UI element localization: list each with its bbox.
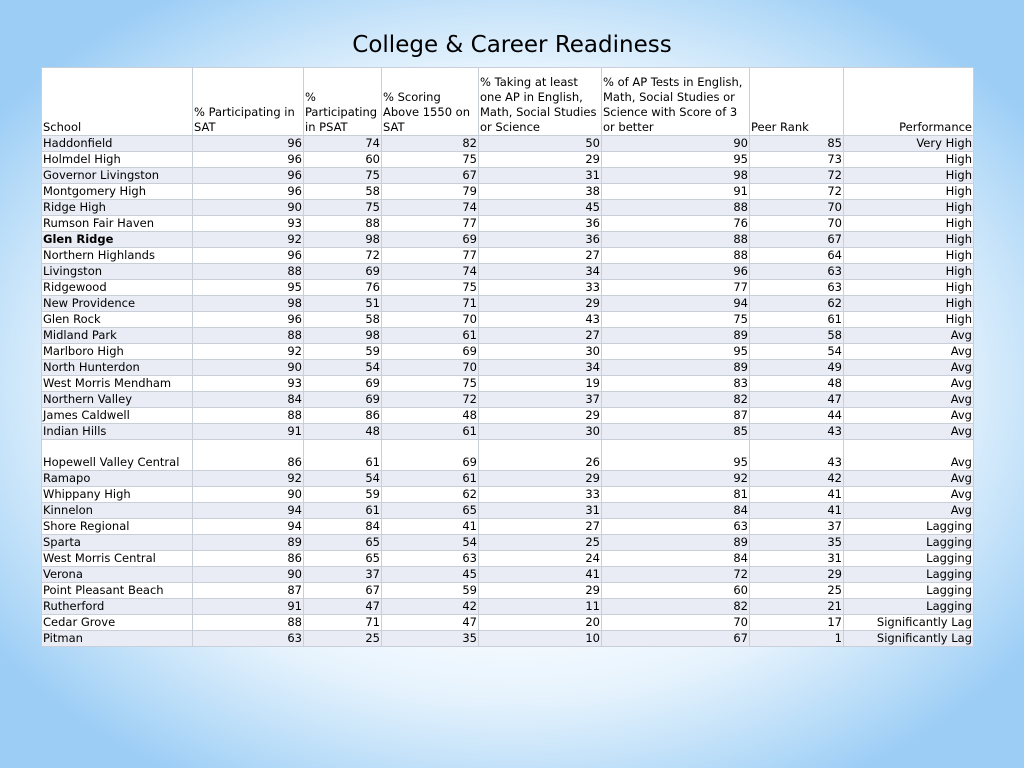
cell-school: Governor Livingston xyxy=(42,168,193,184)
cell-sat: 94 xyxy=(193,503,304,519)
cell-ap-taking: 11 xyxy=(479,599,602,615)
cell-performance: High xyxy=(844,264,974,280)
cell-ap-taking: 34 xyxy=(479,264,602,280)
readiness-table xyxy=(41,67,974,647)
cell-psat: 60 xyxy=(304,152,382,168)
header-ap-taking: % Taking at least one AP in English, Math, Social Studies or Science xyxy=(479,68,602,136)
cell-above1550: 65 xyxy=(382,503,479,519)
table-row xyxy=(42,376,974,392)
cell-ap-taking: 34 xyxy=(479,360,602,376)
cell-above1550: 77 xyxy=(382,248,479,264)
cell-above1550: 61 xyxy=(382,328,479,344)
cell-ap-taking: 19 xyxy=(479,376,602,392)
cell-ap-taking: 37 xyxy=(479,392,602,408)
cell-psat: 76 xyxy=(304,280,382,296)
cell-performance: High xyxy=(844,184,974,200)
cell-performance: Lagging xyxy=(844,535,974,551)
table-row xyxy=(42,280,974,296)
cell-school: Whippany High xyxy=(42,487,193,503)
cell-ap-score: 72 xyxy=(602,567,750,583)
cell-ap-taking: 30 xyxy=(479,424,602,440)
cell-psat: 47 xyxy=(304,599,382,615)
cell-ap-score: 63 xyxy=(602,519,750,535)
table-row xyxy=(42,232,974,248)
cell-sat: 96 xyxy=(193,312,304,328)
cell-psat: 74 xyxy=(304,136,382,152)
cell-performance: High xyxy=(844,280,974,296)
cell-rank: 63 xyxy=(750,280,844,296)
header-above1550: % Scoring Above 1550 on SAT xyxy=(382,68,479,136)
cell-ap-taking: 10 xyxy=(479,631,602,647)
table-row xyxy=(42,424,974,440)
cell-rank: 43 xyxy=(750,424,844,440)
cell-sat: 89 xyxy=(193,535,304,551)
cell-ap-taking: 33 xyxy=(479,280,602,296)
cell-psat: 67 xyxy=(304,583,382,599)
cell-sat: 96 xyxy=(193,248,304,264)
cell-psat: 69 xyxy=(304,376,382,392)
cell-above1550: 75 xyxy=(382,152,479,168)
cell-ap-score: 88 xyxy=(602,232,750,248)
cell-ap-score: 87 xyxy=(602,408,750,424)
cell-sat: 95 xyxy=(193,280,304,296)
cell-school: Hopewell Valley Central xyxy=(42,440,193,471)
cell-ap-score: 95 xyxy=(602,440,750,471)
cell-rank: 41 xyxy=(750,487,844,503)
cell-psat: 72 xyxy=(304,248,382,264)
cell-performance: Avg xyxy=(844,503,974,519)
table-row xyxy=(42,264,974,280)
cell-ap-score: 98 xyxy=(602,168,750,184)
cell-ap-taking: 36 xyxy=(479,232,602,248)
cell-rank: 63 xyxy=(750,264,844,280)
cell-ap-score: 89 xyxy=(602,535,750,551)
cell-performance: High xyxy=(844,200,974,216)
cell-school: James Caldwell xyxy=(42,408,193,424)
cell-sat: 87 xyxy=(193,583,304,599)
cell-ap-taking: 31 xyxy=(479,503,602,519)
cell-rank: 64 xyxy=(750,248,844,264)
cell-sat: 88 xyxy=(193,408,304,424)
cell-sat: 92 xyxy=(193,232,304,248)
cell-sat: 84 xyxy=(193,392,304,408)
cell-above1550: 75 xyxy=(382,280,479,296)
cell-school: Livingston xyxy=(42,264,193,280)
cell-rank: 37 xyxy=(750,519,844,535)
cell-performance: Lagging xyxy=(844,567,974,583)
cell-rank: 47 xyxy=(750,392,844,408)
table-row xyxy=(42,184,974,200)
cell-ap-taking: 26 xyxy=(479,440,602,471)
cell-ap-taking: 25 xyxy=(479,535,602,551)
table-row xyxy=(42,152,974,168)
cell-psat: 37 xyxy=(304,567,382,583)
cell-ap-taking: 41 xyxy=(479,567,602,583)
table-row xyxy=(42,631,974,647)
cell-ap-taking: 50 xyxy=(479,136,602,152)
cell-rank: 67 xyxy=(750,232,844,248)
cell-ap-score: 94 xyxy=(602,296,750,312)
cell-performance: Avg xyxy=(844,408,974,424)
cell-school: Haddonfield xyxy=(42,136,193,152)
cell-performance: Very High xyxy=(844,136,974,152)
cell-ap-score: 82 xyxy=(602,392,750,408)
cell-rank: 35 xyxy=(750,535,844,551)
cell-performance: Avg xyxy=(844,424,974,440)
cell-ap-score: 60 xyxy=(602,583,750,599)
cell-rank: 58 xyxy=(750,328,844,344)
cell-rank: 54 xyxy=(750,344,844,360)
cell-school: Indian Hills xyxy=(42,424,193,440)
cell-sat: 92 xyxy=(193,344,304,360)
cell-school: Ridge High xyxy=(42,200,193,216)
cell-performance: High xyxy=(844,296,974,312)
cell-above1550: 45 xyxy=(382,567,479,583)
cell-performance: Avg xyxy=(844,328,974,344)
cell-ap-taking: 29 xyxy=(479,152,602,168)
table-row xyxy=(42,615,974,631)
header-rank: Peer Rank xyxy=(750,68,844,136)
cell-rank: 62 xyxy=(750,296,844,312)
cell-school: Northern Valley xyxy=(42,392,193,408)
cell-school: Midland Park xyxy=(42,328,193,344)
cell-sat: 93 xyxy=(193,216,304,232)
cell-ap-taking: 27 xyxy=(479,248,602,264)
cell-ap-score: 77 xyxy=(602,280,750,296)
cell-ap-score: 88 xyxy=(602,200,750,216)
cell-rank: 70 xyxy=(750,216,844,232)
cell-rank: 49 xyxy=(750,360,844,376)
cell-rank: 25 xyxy=(750,583,844,599)
table-body xyxy=(42,136,974,647)
cell-psat: 65 xyxy=(304,551,382,567)
cell-rank: 72 xyxy=(750,184,844,200)
cell-ap-taking: 29 xyxy=(479,583,602,599)
cell-psat: 69 xyxy=(304,392,382,408)
cell-sat: 93 xyxy=(193,376,304,392)
cell-rank: 21 xyxy=(750,599,844,615)
cell-psat: 69 xyxy=(304,264,382,280)
cell-ap-taking: 45 xyxy=(479,200,602,216)
cell-school: Ridgewood xyxy=(42,280,193,296)
cell-above1550: 35 xyxy=(382,631,479,647)
cell-sat: 96 xyxy=(193,168,304,184)
table-row xyxy=(42,200,974,216)
header-school: School xyxy=(42,68,193,136)
header-row xyxy=(42,68,974,136)
cell-psat: 61 xyxy=(304,503,382,519)
cell-ap-score: 76 xyxy=(602,216,750,232)
header-ap-score: % of AP Tests in English, Math, Social Studies or Science with Score of 3 or better xyxy=(602,68,750,136)
table-row xyxy=(42,344,974,360)
cell-ap-taking: 20 xyxy=(479,615,602,631)
cell-performance: Avg xyxy=(844,471,974,487)
cell-performance: Avg xyxy=(844,344,974,360)
cell-performance: High xyxy=(844,168,974,184)
cell-above1550: 82 xyxy=(382,136,479,152)
cell-above1550: 69 xyxy=(382,344,479,360)
cell-psat: 71 xyxy=(304,615,382,631)
cell-ap-score: 83 xyxy=(602,376,750,392)
cell-psat: 48 xyxy=(304,424,382,440)
table-row xyxy=(42,583,974,599)
table-row xyxy=(42,503,974,519)
cell-psat: 98 xyxy=(304,328,382,344)
cell-psat: 54 xyxy=(304,360,382,376)
cell-sat: 86 xyxy=(193,551,304,567)
cell-sat: 96 xyxy=(193,136,304,152)
cell-performance: High xyxy=(844,248,974,264)
cell-school: Verona xyxy=(42,567,193,583)
cell-school: Sparta xyxy=(42,535,193,551)
table-row xyxy=(42,408,974,424)
cell-school: Northern Highlands xyxy=(42,248,193,264)
table-row xyxy=(42,599,974,615)
cell-sat: 88 xyxy=(193,264,304,280)
cell-psat: 88 xyxy=(304,216,382,232)
cell-sat: 86 xyxy=(193,440,304,471)
cell-above1550: 48 xyxy=(382,408,479,424)
cell-school: Kinnelon xyxy=(42,503,193,519)
cell-ap-taking: 27 xyxy=(479,519,602,535)
header-performance: Performance xyxy=(844,68,974,136)
cell-sat: 90 xyxy=(193,360,304,376)
cell-ap-score: 88 xyxy=(602,248,750,264)
cell-performance: High xyxy=(844,152,974,168)
cell-psat: 65 xyxy=(304,535,382,551)
cell-ap-score: 92 xyxy=(602,471,750,487)
cell-sat: 96 xyxy=(193,184,304,200)
slide-title: College & Career Readiness xyxy=(352,32,672,58)
cell-above1550: 75 xyxy=(382,376,479,392)
cell-school: Holmdel High xyxy=(42,152,193,168)
cell-ap-score: 67 xyxy=(602,631,750,647)
cell-above1550: 42 xyxy=(382,599,479,615)
cell-rank: 85 xyxy=(750,136,844,152)
cell-above1550: 59 xyxy=(382,583,479,599)
cell-performance: High xyxy=(844,232,974,248)
cell-ap-taking: 27 xyxy=(479,328,602,344)
table-row xyxy=(42,360,974,376)
cell-psat: 58 xyxy=(304,184,382,200)
cell-rank: 44 xyxy=(750,408,844,424)
header-sat: % Participating in SAT xyxy=(193,68,304,136)
cell-rank: 70 xyxy=(750,200,844,216)
cell-school: Montgomery High xyxy=(42,184,193,200)
table-row xyxy=(42,392,974,408)
cell-psat: 59 xyxy=(304,487,382,503)
cell-performance: Avg xyxy=(844,392,974,408)
cell-ap-taking: 36 xyxy=(479,216,602,232)
table-row xyxy=(42,312,974,328)
cell-above1550: 47 xyxy=(382,615,479,631)
cell-above1550: 71 xyxy=(382,296,479,312)
cell-rank: 43 xyxy=(750,440,844,471)
cell-psat: 75 xyxy=(304,200,382,216)
cell-rank: 48 xyxy=(750,376,844,392)
cell-ap-taking: 29 xyxy=(479,471,602,487)
cell-above1550: 61 xyxy=(382,471,479,487)
cell-psat: 51 xyxy=(304,296,382,312)
cell-psat: 59 xyxy=(304,344,382,360)
cell-above1550: 77 xyxy=(382,216,479,232)
cell-ap-score: 90 xyxy=(602,136,750,152)
cell-ap-taking: 33 xyxy=(479,487,602,503)
table-row xyxy=(42,519,974,535)
cell-above1550: 67 xyxy=(382,168,479,184)
cell-ap-taking: 29 xyxy=(479,408,602,424)
cell-above1550: 74 xyxy=(382,264,479,280)
cell-performance: Lagging xyxy=(844,551,974,567)
cell-above1550: 61 xyxy=(382,424,479,440)
cell-sat: 88 xyxy=(193,615,304,631)
cell-sat: 92 xyxy=(193,471,304,487)
table-row xyxy=(42,567,974,583)
cell-above1550: 54 xyxy=(382,535,479,551)
table-row xyxy=(42,535,974,551)
cell-ap-score: 75 xyxy=(602,312,750,328)
cell-rank: 61 xyxy=(750,312,844,328)
table-row xyxy=(42,471,974,487)
cell-school: Rumson Fair Haven xyxy=(42,216,193,232)
cell-performance: High xyxy=(844,216,974,232)
cell-performance: Significantly Lag xyxy=(844,615,974,631)
cell-ap-score: 96 xyxy=(602,264,750,280)
cell-performance: Lagging xyxy=(844,599,974,615)
cell-above1550: 63 xyxy=(382,551,479,567)
cell-performance: Significantly Lag xyxy=(844,631,974,647)
cell-sat: 63 xyxy=(193,631,304,647)
cell-above1550: 72 xyxy=(382,392,479,408)
cell-above1550: 69 xyxy=(382,440,479,471)
cell-school: Glen Ridge xyxy=(42,232,193,248)
cell-rank: 41 xyxy=(750,503,844,519)
table-row xyxy=(42,136,974,152)
cell-above1550: 70 xyxy=(382,360,479,376)
table-row xyxy=(42,216,974,232)
cell-ap-score: 95 xyxy=(602,152,750,168)
cell-school: Pitman xyxy=(42,631,193,647)
cell-ap-score: 89 xyxy=(602,360,750,376)
cell-sat: 91 xyxy=(193,424,304,440)
cell-performance: Lagging xyxy=(844,583,974,599)
cell-rank: 1 xyxy=(750,631,844,647)
cell-sat: 94 xyxy=(193,519,304,535)
cell-school: New Providence xyxy=(42,296,193,312)
cell-ap-taking: 38 xyxy=(479,184,602,200)
table-row xyxy=(42,551,974,567)
cell-school: West Morris Central xyxy=(42,551,193,567)
cell-school: Shore Regional xyxy=(42,519,193,535)
cell-sat: 96 xyxy=(193,152,304,168)
cell-above1550: 69 xyxy=(382,232,479,248)
cell-rank: 42 xyxy=(750,471,844,487)
table-row xyxy=(42,296,974,312)
cell-psat: 61 xyxy=(304,440,382,471)
cell-above1550: 70 xyxy=(382,312,479,328)
cell-ap-taking: 43 xyxy=(479,312,602,328)
cell-psat: 86 xyxy=(304,408,382,424)
cell-school: West Morris Mendham xyxy=(42,376,193,392)
cell-performance: Avg xyxy=(844,376,974,392)
table-row xyxy=(42,440,974,471)
cell-psat: 75 xyxy=(304,168,382,184)
table-row xyxy=(42,328,974,344)
table-row xyxy=(42,168,974,184)
cell-ap-score: 82 xyxy=(602,599,750,615)
cell-sat: 90 xyxy=(193,487,304,503)
cell-school: Rutherford xyxy=(42,599,193,615)
cell-performance: Avg xyxy=(844,440,974,471)
cell-ap-score: 70 xyxy=(602,615,750,631)
cell-rank: 31 xyxy=(750,551,844,567)
cell-ap-score: 95 xyxy=(602,344,750,360)
cell-above1550: 79 xyxy=(382,184,479,200)
cell-performance: Lagging xyxy=(844,519,974,535)
cell-school: North Hunterdon xyxy=(42,360,193,376)
cell-ap-taking: 31 xyxy=(479,168,602,184)
cell-psat: 98 xyxy=(304,232,382,248)
cell-sat: 88 xyxy=(193,328,304,344)
cell-psat: 58 xyxy=(304,312,382,328)
cell-psat: 84 xyxy=(304,519,382,535)
cell-sat: 91 xyxy=(193,599,304,615)
header-psat: % Participating in PSAT xyxy=(304,68,382,136)
cell-ap-taking: 29 xyxy=(479,296,602,312)
cell-rank: 17 xyxy=(750,615,844,631)
cell-ap-score: 81 xyxy=(602,487,750,503)
cell-ap-taking: 30 xyxy=(479,344,602,360)
cell-school: Point Pleasant Beach xyxy=(42,583,193,599)
cell-ap-taking: 24 xyxy=(479,551,602,567)
cell-school: Glen Rock xyxy=(42,312,193,328)
cell-above1550: 74 xyxy=(382,200,479,216)
cell-ap-score: 85 xyxy=(602,424,750,440)
cell-ap-score: 91 xyxy=(602,184,750,200)
cell-sat: 90 xyxy=(193,200,304,216)
cell-school: Cedar Grove xyxy=(42,615,193,631)
cell-above1550: 41 xyxy=(382,519,479,535)
cell-rank: 72 xyxy=(750,168,844,184)
cell-above1550: 62 xyxy=(382,487,479,503)
cell-ap-score: 84 xyxy=(602,551,750,567)
cell-sat: 90 xyxy=(193,567,304,583)
cell-performance: Avg xyxy=(844,360,974,376)
cell-performance: High xyxy=(844,312,974,328)
cell-school: Ramapo xyxy=(42,471,193,487)
cell-psat: 54 xyxy=(304,471,382,487)
cell-sat: 98 xyxy=(193,296,304,312)
table-row xyxy=(42,487,974,503)
cell-ap-score: 89 xyxy=(602,328,750,344)
cell-performance: Avg xyxy=(844,487,974,503)
cell-rank: 29 xyxy=(750,567,844,583)
cell-school: Marlboro High xyxy=(42,344,193,360)
cell-ap-score: 84 xyxy=(602,503,750,519)
cell-psat: 25 xyxy=(304,631,382,647)
cell-rank: 73 xyxy=(750,152,844,168)
table-row xyxy=(42,248,974,264)
